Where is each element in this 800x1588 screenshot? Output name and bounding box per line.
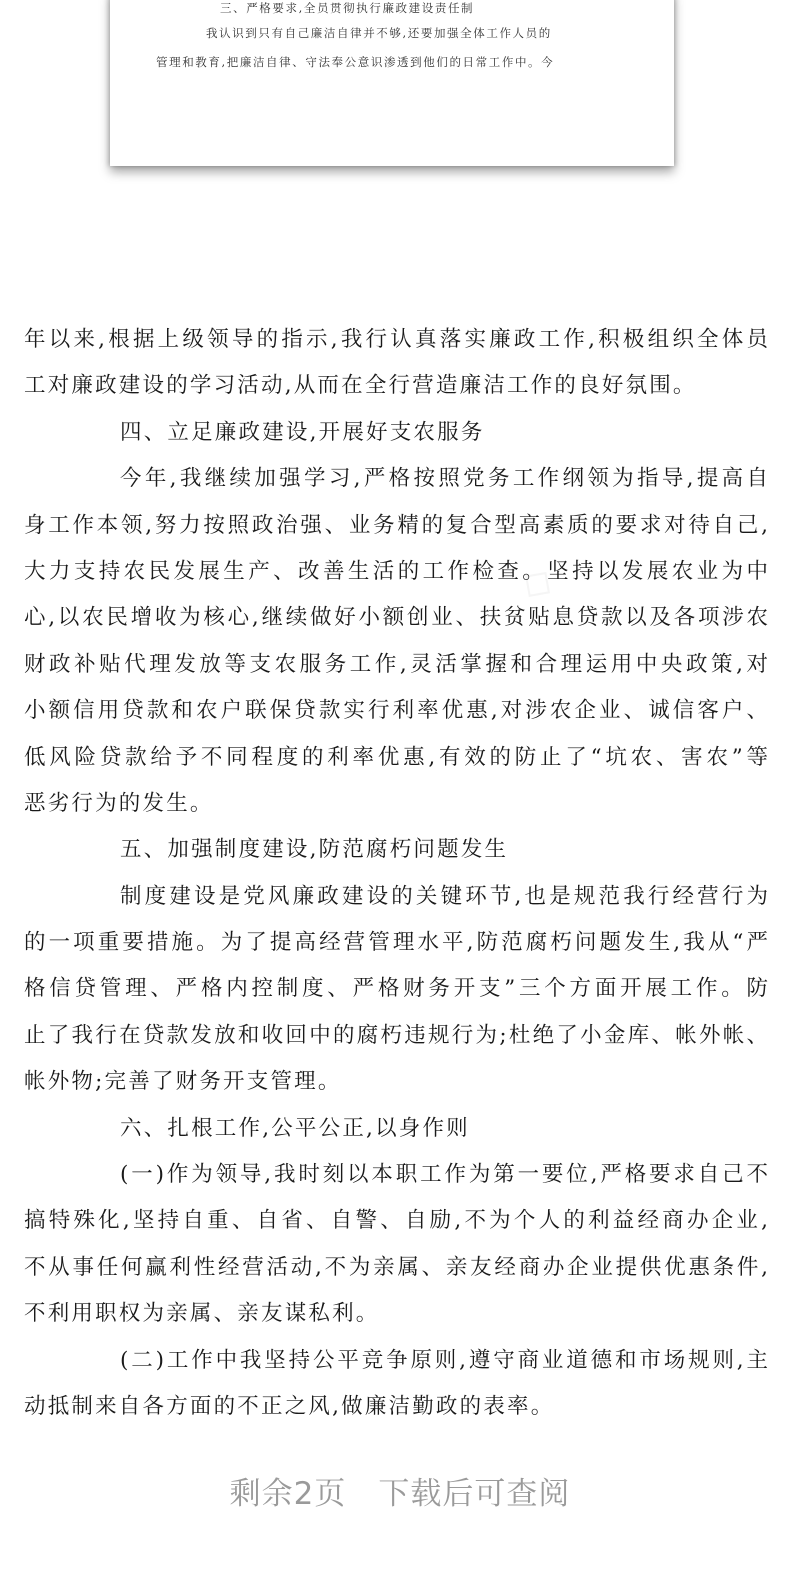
text-line: 恶劣行为的发生。 xyxy=(24,790,214,816)
card-line: 管理和教育,把廉洁自律、守法奉公意识渗透到他们的日常工作中。今 xyxy=(156,55,555,69)
download-prompt[interactable] xyxy=(0,1468,800,1513)
text-line: 止了我行在贷款发放和收回中的腐朽违规行为;杜绝了小金库、帐外帐、 xyxy=(24,1022,768,1048)
text-line: 不从事任何赢利性经营活动,不为亲属、亲友经商办企业提供优惠条件, xyxy=(24,1254,768,1280)
document-body xyxy=(24,322,768,1435)
text-line: 搞特殊化,坚持自重、自省、自警、自励,不为个人的利益经商办企业, xyxy=(24,1208,768,1234)
text-line: 制度建设是党风廉政建设的关键环节,也是规范我行经营行为 xyxy=(120,883,768,909)
section-heading: 四、立足廉政建设,开展好支农服务 xyxy=(120,419,485,445)
text-line: 今年,我继续加强学习,严格按照党务工作纲领为指导,提高自 xyxy=(120,466,768,492)
card-line: 我认识到只有自己廉洁自律并不够,还要加强全体工作人员的 xyxy=(206,26,552,40)
section-heading: 六、扎根工作,公平公正,以身作则 xyxy=(120,1115,470,1141)
text-line: 财政补贴代理发放等支农服务工作,灵活掌握和合理运用中央政策,对 xyxy=(24,651,768,677)
text-line: 的一项重要措施。为了提高经营管理水平,防范腐朽问题发生,我从“严 xyxy=(24,930,768,956)
section-heading: 五、加强制度建设,防范腐朽问题发生 xyxy=(120,837,509,863)
text-line: 帐外物;完善了财务开支管理。 xyxy=(24,1069,342,1095)
text-line: 大力支持农民发展生产、改善生活的工作检查。坚持以发展农业为中 xyxy=(24,558,768,584)
card-line: 三、严格要求,全员贯彻执行廉政建设责任制 xyxy=(220,1,475,15)
text-line: (一)作为领导,我时刻以本职工作为第一要位,严格要求自己不 xyxy=(120,1162,768,1188)
text-line: 小额信用贷款和农户联保贷款实行利率优惠,对涉农企业、诚信客户、 xyxy=(24,698,768,724)
text-line: 低风险贷款给予不同程度的利率优惠,有效的防止了“坑农、害农”等 xyxy=(24,744,768,770)
preview-page-card xyxy=(110,0,674,166)
text-line: 年以来,根据上级领导的指示,我行认真落实廉政工作,积极组织全体员 xyxy=(24,327,768,352)
text-line: 不利用职权为亲属、亲友谋私利。 xyxy=(24,1301,380,1327)
remaining-pages-label[interactable]: 剩余2页 xyxy=(229,1476,347,1512)
text-line: 身工作本领,努力按照政治强、业务精的复合型高素质的要求对待自己, xyxy=(24,512,768,538)
text-line: 格信贷管理、严格内控制度、严格财务开支”三个方面开展工作。防 xyxy=(24,976,768,1002)
download-to-view-label[interactable]: 下载后可查阅 xyxy=(378,1476,571,1512)
text-line: 工对廉政建设的学习活动,从而在全行营造廉洁工作的良好氛围。 xyxy=(24,373,697,399)
text-line: 心,以农民增收为核心,继续做好小额创业、扶贫贴息贷款以及各项涉农 xyxy=(24,605,768,631)
text-line: 动抵制来自各方面的不正之风,做廉洁勤政的表率。 xyxy=(24,1393,555,1419)
text-line: (二)工作中我坚持公平竞争原则,遵守商业道德和市场规则,主 xyxy=(120,1347,768,1373)
